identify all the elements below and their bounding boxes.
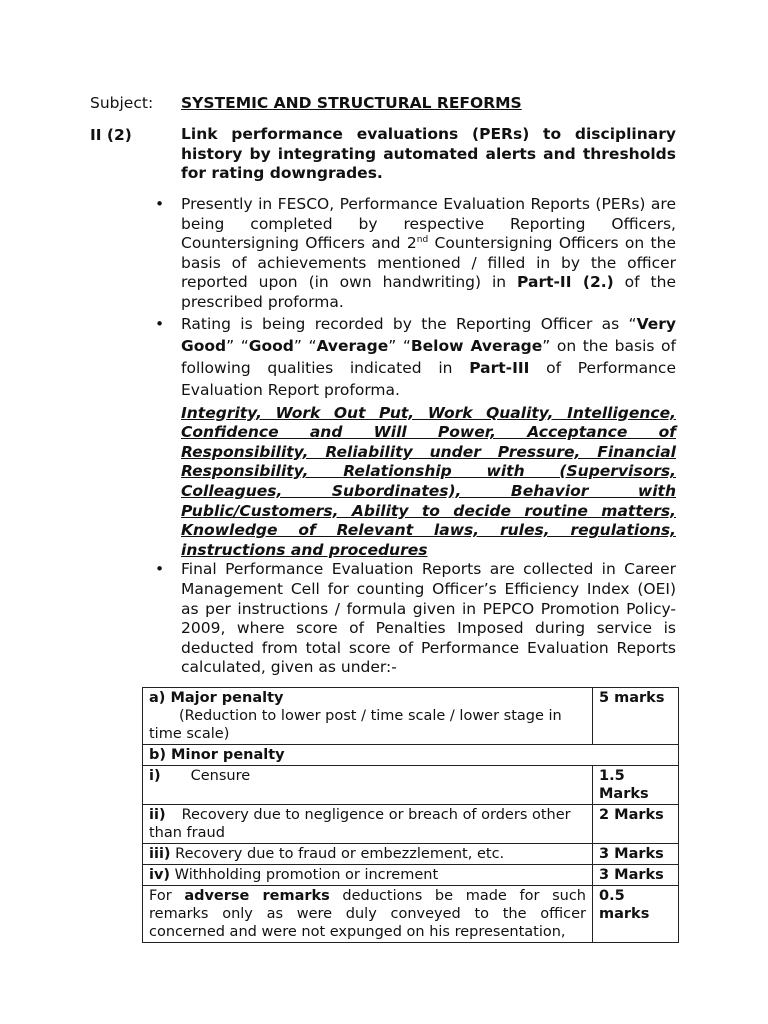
rating-sep-1: ” “ xyxy=(226,336,249,355)
minor-penalty-cell xyxy=(143,844,593,865)
bullet1-part-ref: Part-II (2.) xyxy=(517,273,614,292)
bullet3-text: Final Performance Evaluation Reports are collected in Career Management Cell for counting Officer’s Efficiency Index (OEI) as per instructions / formula given in PEPCO Promotion Policy-2009, where score of Penalties Imposed during service is deducted from total score of Performance Evaluation Reports calculated, given as under:- xyxy=(181,560,676,677)
subject-title: SYSTEMIC AND STRUCTURAL REFORMS xyxy=(181,94,522,112)
major-penalty-title: a) Major penalty xyxy=(149,690,284,706)
major-penalty-cell xyxy=(143,688,593,745)
bullet-item-2 xyxy=(155,313,676,561)
table-row xyxy=(143,844,679,865)
section-heading: Link performance evaluations (PERs) to disciplinary history by integrating automated alerts and thresholds for rating downgrades. xyxy=(181,125,676,183)
adverse-pre: For xyxy=(149,888,185,904)
minor-penalty-cell xyxy=(143,805,593,844)
major-penalty-desc: (Reduction to lower post / time scale / lower stage in time scale) xyxy=(149,708,562,742)
bullet2-text-1: Rating is being recorded by the Reporting Officer as “ xyxy=(181,314,637,333)
major-penalty-marks: 5 marks xyxy=(593,688,679,745)
row-marks: 3 Marks xyxy=(593,844,679,865)
bullet-list xyxy=(155,195,676,678)
row-number: i) xyxy=(149,768,161,784)
row-marks: 2 Marks xyxy=(593,805,679,844)
row-number: ii) xyxy=(149,807,166,823)
minor-penalty-cell xyxy=(143,865,593,886)
bullet1-text-3: of the prescribed proforma. xyxy=(181,273,676,311)
table-row xyxy=(143,805,679,844)
rating-average: Average xyxy=(316,336,389,355)
adverse-remarks-cell xyxy=(143,886,593,943)
rating-sep-2: ” “ xyxy=(293,336,317,355)
table-row-adverse xyxy=(143,886,679,943)
table-row xyxy=(143,766,679,805)
row-number: iv) xyxy=(149,867,171,883)
adverse-remarks-term: adverse remarks xyxy=(184,888,330,904)
section-number: II (2) xyxy=(90,126,132,144)
rating-very-good: Very Good xyxy=(181,314,676,355)
adverse-remarks-marks: 0.5 marks xyxy=(593,886,679,943)
rating-good: Good xyxy=(248,336,294,355)
bullet2-part-ref: Part-III xyxy=(469,358,530,377)
row-text: Recovery due to negligence or breach of orders other than fraud xyxy=(149,807,571,841)
penalty-table xyxy=(142,687,679,943)
minor-penalty-title: b) Minor penalty xyxy=(143,745,679,766)
row-text: Recovery due to fraud or embezzlement, etc. xyxy=(175,846,505,862)
rating-below-average: Below Average xyxy=(410,336,543,355)
bullet-item-3 xyxy=(155,560,676,678)
bullet-item-1 xyxy=(155,195,676,313)
minor-penalty-cell xyxy=(143,766,593,805)
row-text: Withholding promotion or increment xyxy=(174,867,439,883)
bullet2-text-3: of Performance Evaluation Report proforma. xyxy=(181,358,676,399)
table-row xyxy=(143,865,679,886)
row-text: Censure xyxy=(190,768,251,784)
bullet1-text-2: Countersigning Officers on the basis of achievements mentioned / filled in by the officer reported upon (in own handwriting) in xyxy=(181,234,676,292)
bullet2-text-2: ” on the basis of following qualities indicated in xyxy=(181,336,676,377)
table-row-major xyxy=(143,688,679,745)
adverse-remarks-text: deductions be made for such remarks only as were duly conveyed to the officer concerned and were not expunged on his representation, xyxy=(149,888,586,940)
rating-sep-3: ” “ xyxy=(388,336,411,355)
qualities-list: Integrity, Work Out Put, Work Quality, Intelligence, Confidence and Will Power, Acceptance of Responsibility, Reliability under Pressure, Financial Responsibility, Relationship with (Supervisors, Colleagues, Subordinates), Behavior with Public/Customers, Ability to decide routine matters, Knowledge of Relevant laws, rules, regulations, instructions and procedures xyxy=(181,403,676,559)
bullet1-sup: nd xyxy=(416,235,429,246)
row-marks: 1.5 Marks xyxy=(593,766,679,805)
row-number: iii) xyxy=(149,846,171,862)
bullet1-text-1: Presently in FESCO, Performance Evaluation Reports (PERs) are being completed by respective Reporting Officers, Countersigning Officers and 2 xyxy=(181,195,676,253)
subject-label: Subject: xyxy=(90,94,154,112)
table-row-minor-title xyxy=(143,745,679,766)
row-marks: 3 Marks xyxy=(593,865,679,886)
